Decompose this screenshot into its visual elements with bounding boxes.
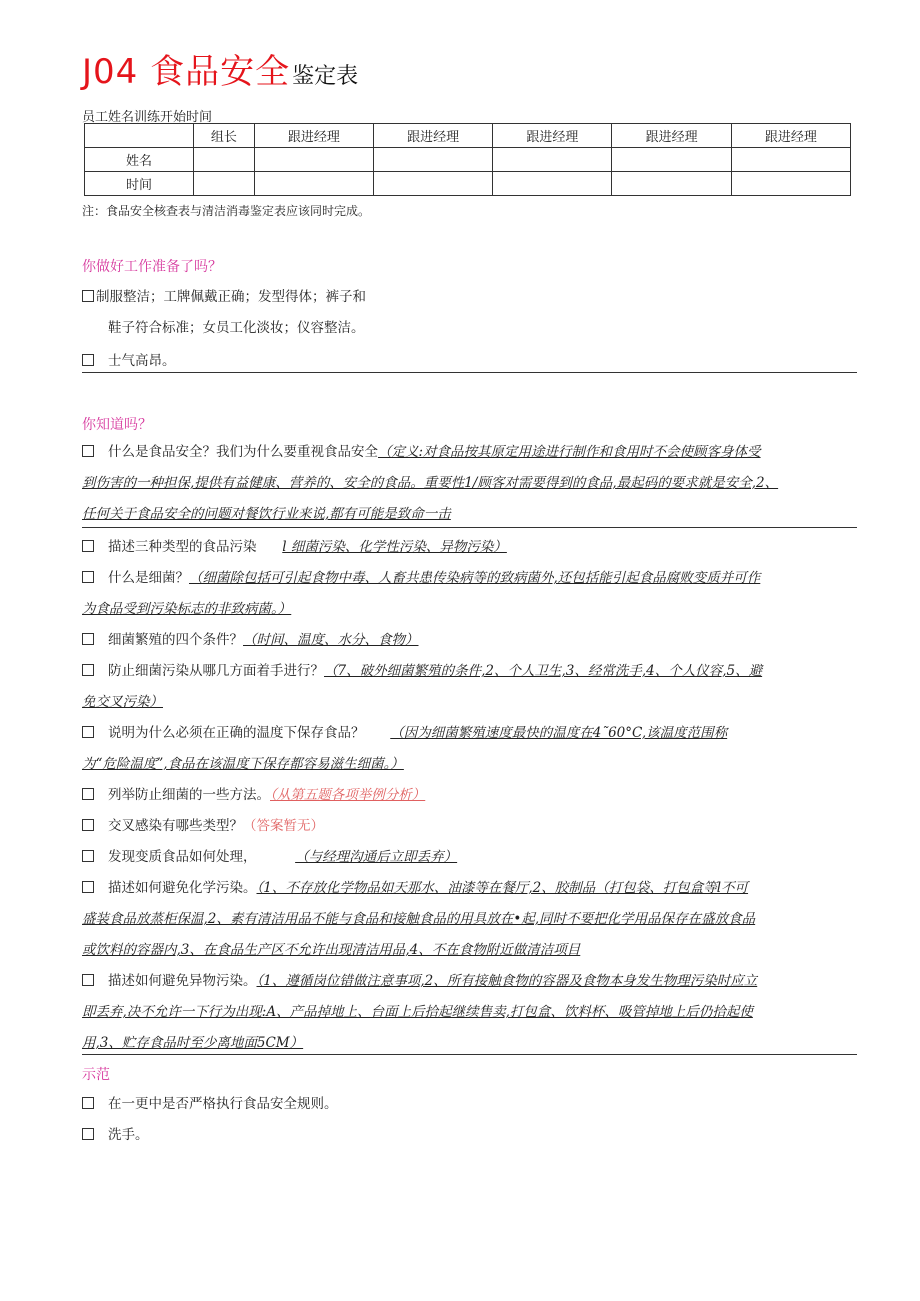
table-header-cell: [85, 124, 194, 148]
table-cell[interactable]: [374, 148, 493, 172]
question-text: 描述三种类型的食品污染: [108, 539, 257, 555]
row-label-name: 姓名: [85, 148, 194, 172]
checkbox[interactable]: [82, 354, 94, 366]
question-text: 防止细菌污染从哪几方面着手进行？: [108, 663, 324, 679]
checkbox[interactable]: [82, 540, 94, 552]
table-cell[interactable]: [254, 148, 373, 172]
answer-text: 为食品受到污染标志的非致病菌。）: [82, 601, 292, 617]
checkbox[interactable]: [82, 788, 94, 800]
checkbox[interactable]: [82, 850, 94, 862]
table-row: [85, 148, 851, 172]
prep-item-uniform: [82, 282, 857, 313]
table-cell[interactable]: [194, 148, 255, 172]
table-cell[interactable]: [612, 148, 731, 172]
answer-text: （1、不存放化学物品如天那水、油漆等在餐厅,2、胶制品（打包袋、打包盒等l不可: [256, 880, 749, 896]
signoff-table: [84, 123, 851, 196]
question-text: 描述如何避免异物污染。: [108, 973, 257, 989]
answer-text: 到伤害的一种担保,提供有益健康、营养的、安全的食品。重要性1/顾客对需要得到的食品,最起码的要求就是安全,2、: [82, 475, 779, 491]
table-header-cell: 跟进经理: [612, 124, 731, 148]
question-temperature: [82, 718, 857, 749]
demo-item-handwash: [82, 1120, 857, 1151]
answer-text: （与经理沟通后立即丢弃）: [295, 849, 458, 865]
answer-text: 任何关于食品安全的问题对餐饮行业来说,都有可能是致命一击: [82, 506, 451, 522]
question-text: 说明为什么必须在正确的温度下保存食品？: [108, 725, 365, 741]
demo-heading: 示范: [82, 1067, 110, 1083]
checkbox[interactable]: [82, 726, 94, 738]
table-cell[interactable]: [731, 148, 850, 172]
question-food-safety: [82, 437, 857, 468]
question-text: 发现变质食品如何处理，: [108, 849, 257, 865]
prep-item-text: 制服整洁；工牌佩戴正确；发型得体；裤子和: [96, 289, 366, 305]
table-cell[interactable]: [493, 148, 612, 172]
checkbox[interactable]: [82, 290, 94, 302]
question-text: 描述如何避免化学污染。: [108, 880, 257, 896]
answer-text: 为“危险温度”,食品在该温度下保存都容易滋生细菌。）: [82, 756, 404, 772]
table-cell[interactable]: [493, 172, 612, 196]
table-header-cell: 跟进经理: [731, 124, 850, 148]
divider: [82, 372, 857, 373]
answer-text: 盛装食品放蒸柜保温,2、素有清洁用品不能与食品和接触食品的用具放在•起,同时不要把化学用品保存在盛放食品: [82, 911, 756, 927]
question-text: 细菌繁殖的四个条件？: [108, 632, 243, 648]
question-foreign-matter: [82, 966, 857, 997]
table-note: 注：食品安全核查表与清洁消毒鉴定表应该同时完成。: [82, 204, 371, 218]
divider: [82, 1054, 857, 1055]
page-title: [82, 44, 358, 93]
answer-text: 免交叉污染）: [82, 694, 163, 710]
answer-text: （从第五题各项举例分析）: [270, 787, 426, 803]
answer-text: 用,3、贮存食品时至少离地面5CM）: [82, 1035, 304, 1051]
demo-item-text: 洗手。: [108, 1127, 149, 1143]
demo-item-rules: [82, 1089, 857, 1120]
table-row: [85, 172, 851, 196]
question-text: 什么是细菌？: [108, 570, 189, 586]
table-cell[interactable]: [731, 172, 850, 196]
table-header-cell: 组长: [194, 124, 255, 148]
prep-item-text: 士气高昂。: [108, 353, 176, 369]
prep-item-uniform-cont: 鞋子符合标准；女员工化淡妆；仪容整洁。: [108, 320, 365, 336]
table-header-cell: 跟进经理: [254, 124, 373, 148]
table-header-cell: 跟进经理: [374, 124, 493, 148]
checkbox[interactable]: [82, 445, 94, 457]
divider: [82, 527, 857, 528]
title-sub: 鉴定表: [292, 64, 359, 89]
question-text: 什么是食品安全？我们为什么要重视食品安全: [108, 444, 378, 460]
know-heading: 你知道吗？: [82, 417, 152, 433]
question-spoiled-food: [82, 842, 857, 873]
checkbox[interactable]: [82, 974, 94, 986]
table-cell[interactable]: [254, 172, 373, 196]
table-header-cell: 跟进经理: [493, 124, 612, 148]
question-contamination-types: [82, 532, 857, 563]
answer-text: l 细菌污染、化学性污染、异物污染）: [282, 539, 507, 555]
table-cell[interactable]: [612, 172, 731, 196]
answer-text: （定义:对食品按其原定用途进行制作和食用时不会使顾客身体受: [378, 444, 761, 460]
question-bacteria: [82, 563, 857, 594]
question-bacteria-conditions: [82, 625, 857, 656]
answer-text: （答案暂无）: [243, 818, 324, 834]
table-header-row: [85, 124, 851, 148]
answer-text: （细菌除包括可引起食物中毒、人畜共患传染病等的致病菌外,还包括能引起食品腐败变质并可作: [189, 570, 761, 586]
prep-heading: 你做好工作准备了吗？: [82, 259, 222, 275]
checkbox[interactable]: [82, 1128, 94, 1140]
title-main: J04 食品安全: [82, 52, 291, 92]
checkbox[interactable]: [82, 1097, 94, 1109]
table-cell[interactable]: [374, 172, 493, 196]
answer-text: （7、破外细菌繁殖的条件,2、个人卫生,3、经常洗手,4、个人仪容,5、避: [324, 663, 763, 679]
checkbox[interactable]: [82, 633, 94, 645]
question-prevent-methods: [82, 780, 857, 811]
answer-text: （因为细菌繁殖速度最快的温度在4˜60°C,该温度范围称: [390, 725, 728, 741]
question-prevent-bacteria: [82, 656, 857, 687]
answer-text: （时间、温度、水分、食物）: [243, 632, 419, 648]
row-label-time: 时间: [85, 172, 194, 196]
question-cross-infection: [82, 811, 857, 842]
answer-text: 或饮料的容器内,3、在食品生产区不允许出现清洁用品,4、不在食物附近做清洁项目: [82, 942, 581, 958]
answer-text: 即丢弃,决不允许一下行为出现:A、产品掉地上、台面上后拾起继续售卖,打包盒、饮料杯、吸管掉地上后仍拾起使: [82, 1004, 753, 1020]
checkbox[interactable]: [82, 881, 94, 893]
checkbox[interactable]: [82, 664, 94, 676]
demo-item-text: 在一更中是否严格执行食品安全规则。: [108, 1096, 338, 1112]
question-text: 列举防止细菌的一些方法。: [108, 787, 270, 803]
question-chemical: [82, 873, 857, 904]
question-text: 交叉感染有哪些类型？: [108, 818, 243, 834]
signoff-label: 员工姓名训练开始时间: [82, 110, 213, 125]
checkbox[interactable]: [82, 571, 94, 583]
checkbox[interactable]: [82, 819, 94, 831]
answer-text: （1、遵循岗位错做注意事项,2、所有接触食物的容器及食物本身发生物理污染时应立: [256, 973, 758, 989]
table-cell[interactable]: [194, 172, 255, 196]
